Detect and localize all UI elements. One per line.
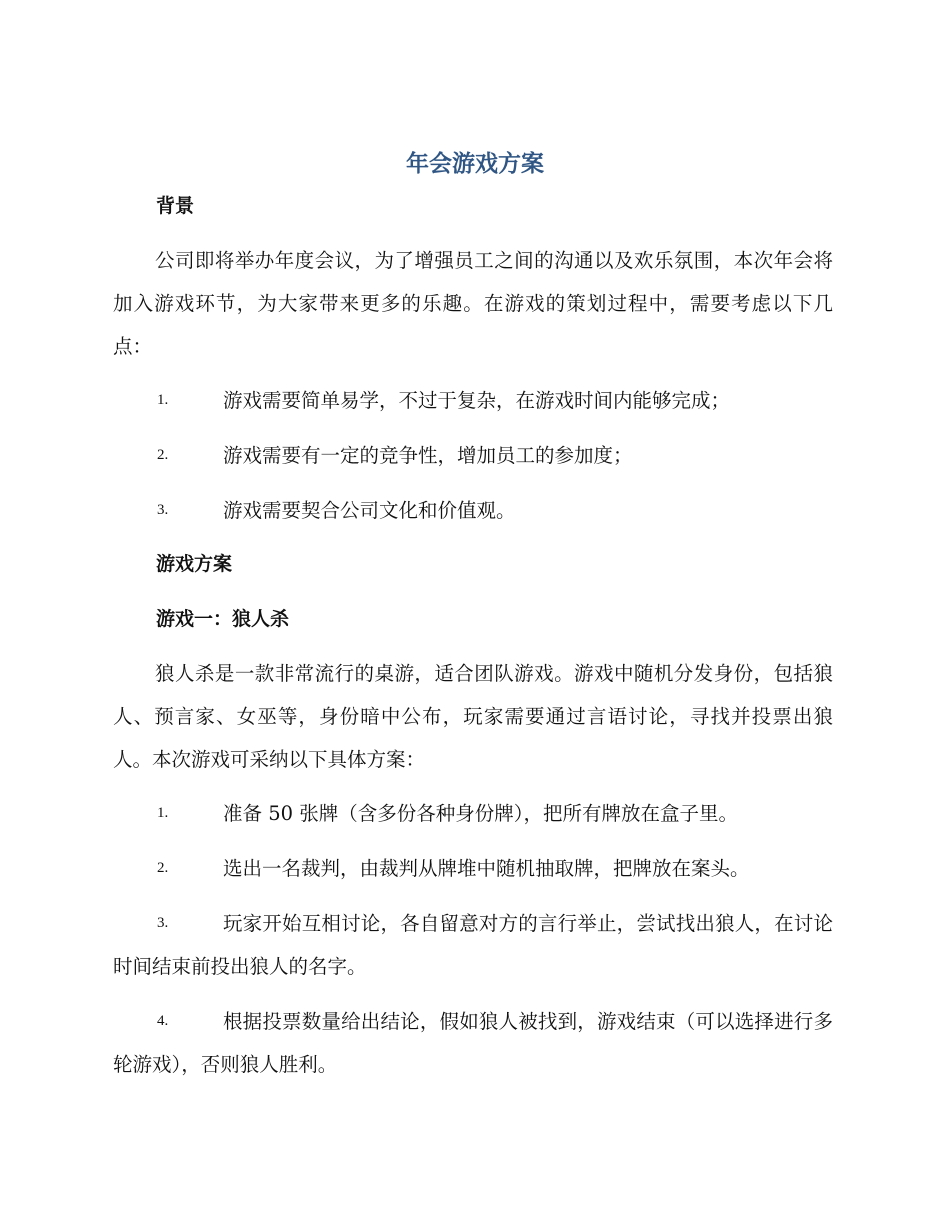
background-heading: 背景 — [156, 195, 195, 217]
consideration-item — [113, 379, 833, 422]
consideration-item — [113, 489, 833, 532]
list-number: 4. — [157, 1013, 169, 1029]
list-item-text: 选出一名裁判，由裁判从牌堆中随机抽取牌，把牌放在案头。 — [223, 857, 750, 880]
list-item-text: 游戏需要简单易学，不过于复杂，在游戏时间内能够完成； — [223, 389, 731, 412]
list-number: 3. — [157, 502, 169, 518]
consideration-item — [113, 434, 833, 477]
list-number: 1. — [157, 392, 169, 408]
list-number: 2. — [157, 447, 169, 463]
game1-step — [113, 1000, 833, 1086]
game1-step — [113, 792, 833, 835]
plan-heading: 游戏方案 — [156, 553, 233, 575]
document-title: 年会游戏方案 — [406, 151, 544, 177]
list-number: 1. — [157, 805, 169, 821]
list-item-text: 玩家开始互相讨论，各自留意对方的言行举止，尝试找出狼人，在讨论时间结束前投出狼人的名字。 — [113, 912, 833, 978]
list-number: 2. — [157, 860, 169, 876]
game1-paragraph: 狼人杀是一款非常流行的桌游，适合团队游戏。游戏中随机分发身份，包括狼人、预言家、女巫等，身份暗中公布，玩家需要通过言语讨论，寻找并投票出狼人。本次游戏可采纳以下具体方案： — [113, 662, 833, 771]
list-number: 3. — [157, 915, 169, 931]
background-paragraph: 公司即将举办年度会议，为了增强员工之间的沟通以及欢乐氛围，本次年会将加入游戏环节，为大家带来更多的乐趣。在游戏的策划过程中，需要考虑以下几点： — [113, 249, 833, 358]
list-item-text: 游戏需要契合公司文化和价值观。 — [223, 499, 516, 522]
game1-step — [113, 902, 833, 988]
list-item-text: 根据投票数量给出结论，假如狼人被找到，游戏结束（可以选择进行多轮游戏），否则狼人胜利。 — [113, 1010, 833, 1076]
list-item-text: 游戏需要有一定的竞争性，增加员工的参加度； — [223, 444, 633, 467]
list-item-text: 准备 50 张牌（含多份各种身份牌），把所有牌放在盒子里。 — [223, 802, 738, 825]
game1-heading: 游戏一：狼人杀 — [156, 608, 290, 630]
game1-step — [113, 847, 833, 890]
